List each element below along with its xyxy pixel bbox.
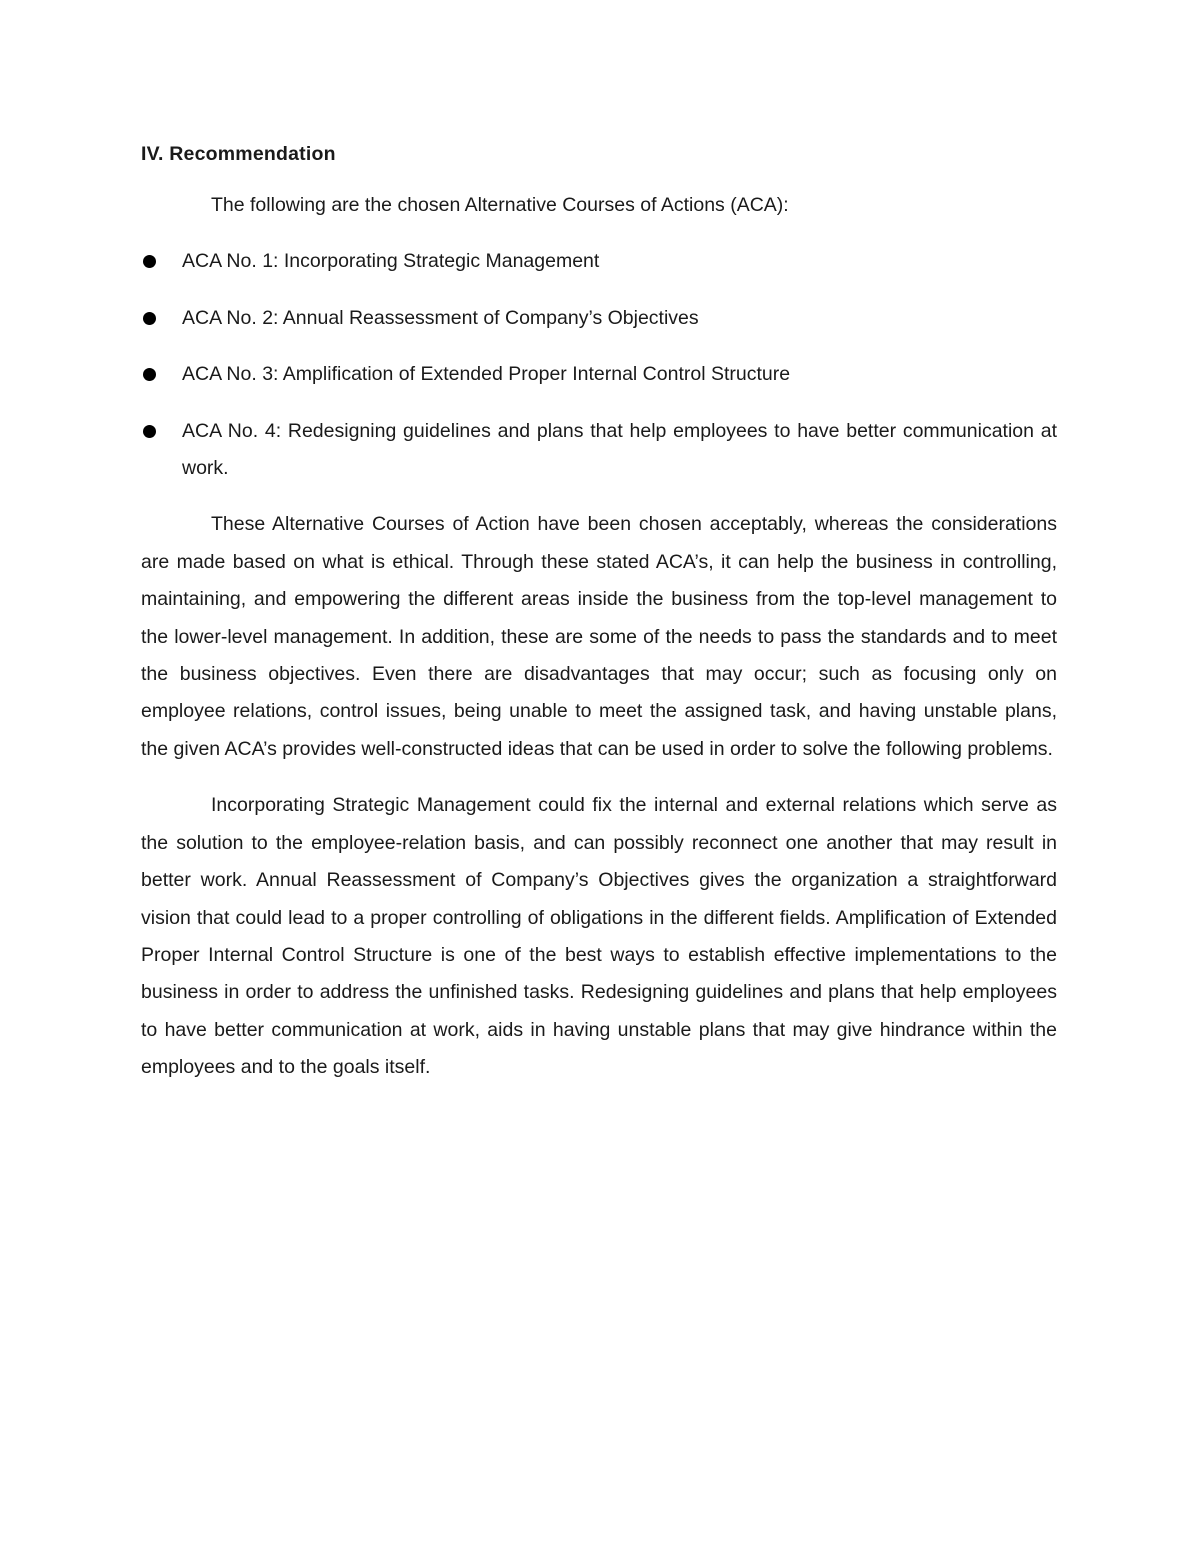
bullet-icon — [143, 312, 156, 325]
bullet-icon — [143, 255, 156, 268]
aca-list-item — [141, 413, 1057, 488]
aca-item-text: ACA No. 2: Annual Reassessment of Company’s Objectives — [182, 306, 699, 329]
aca-item-text: ACA No. 4: Redesigning guidelines and plans that help employees to have better communication at work. — [182, 419, 1057, 480]
document-body — [141, 140, 1057, 1106]
bullet-icon — [143, 425, 156, 438]
bullet-icon — [143, 368, 156, 381]
aca-list-item — [141, 356, 1057, 393]
aca-list — [141, 243, 1057, 487]
aca-item-text: ACA No. 1: Incorporating Strategic Management — [182, 250, 600, 273]
aca-list-item — [141, 300, 1057, 337]
section-heading: IV. Recommendation — [141, 143, 336, 165]
intro-paragraph: The following are the chosen Alternative Courses of Actions (ACA): — [211, 194, 789, 216]
aca-item-text: ACA No. 3: Amplification of Extended Proper Internal Control Structure — [182, 363, 791, 386]
aca-list-item — [141, 243, 1057, 280]
body-paragraph: These Alternative Courses of Action have been chosen acceptably, whereas the considerations are made based on what is ethical. Through these stated ACA’s, it can help the business in controlling, maintaining, and empowering the different areas inside the business from the top-level management to the lower-level management. In addition, these are some of the needs to pass the standards and to meet the business objectives. Even there are disadvantages that may occur; such as focusing only on employee relations, control issues, being unable to meet the assigned task, and having unstable plans, the given ACA’s provides well-constructed ideas that can be used in order to solve the following problems. — [141, 513, 1057, 760]
body-paragraph: Incorporating Strategic Management could fix the internal and external relations which serve as the solution to the employee-relation basis, and can possibly reconnect one another that may result in better work. Annual Reassessment of Company’s Objectives gives the organization a straightforward vision that could lead to a proper controlling of obligations in the different fields. Amplification of Extended Proper Internal Control Structure is one of the best ways to establish effective implementations to the business in order to address the unfinished tasks. Redesigning guidelines and plans that help employees to have better communication at work, aids in having unstable plans that may give hindrance within the employees and to the goals itself. — [141, 794, 1057, 1079]
